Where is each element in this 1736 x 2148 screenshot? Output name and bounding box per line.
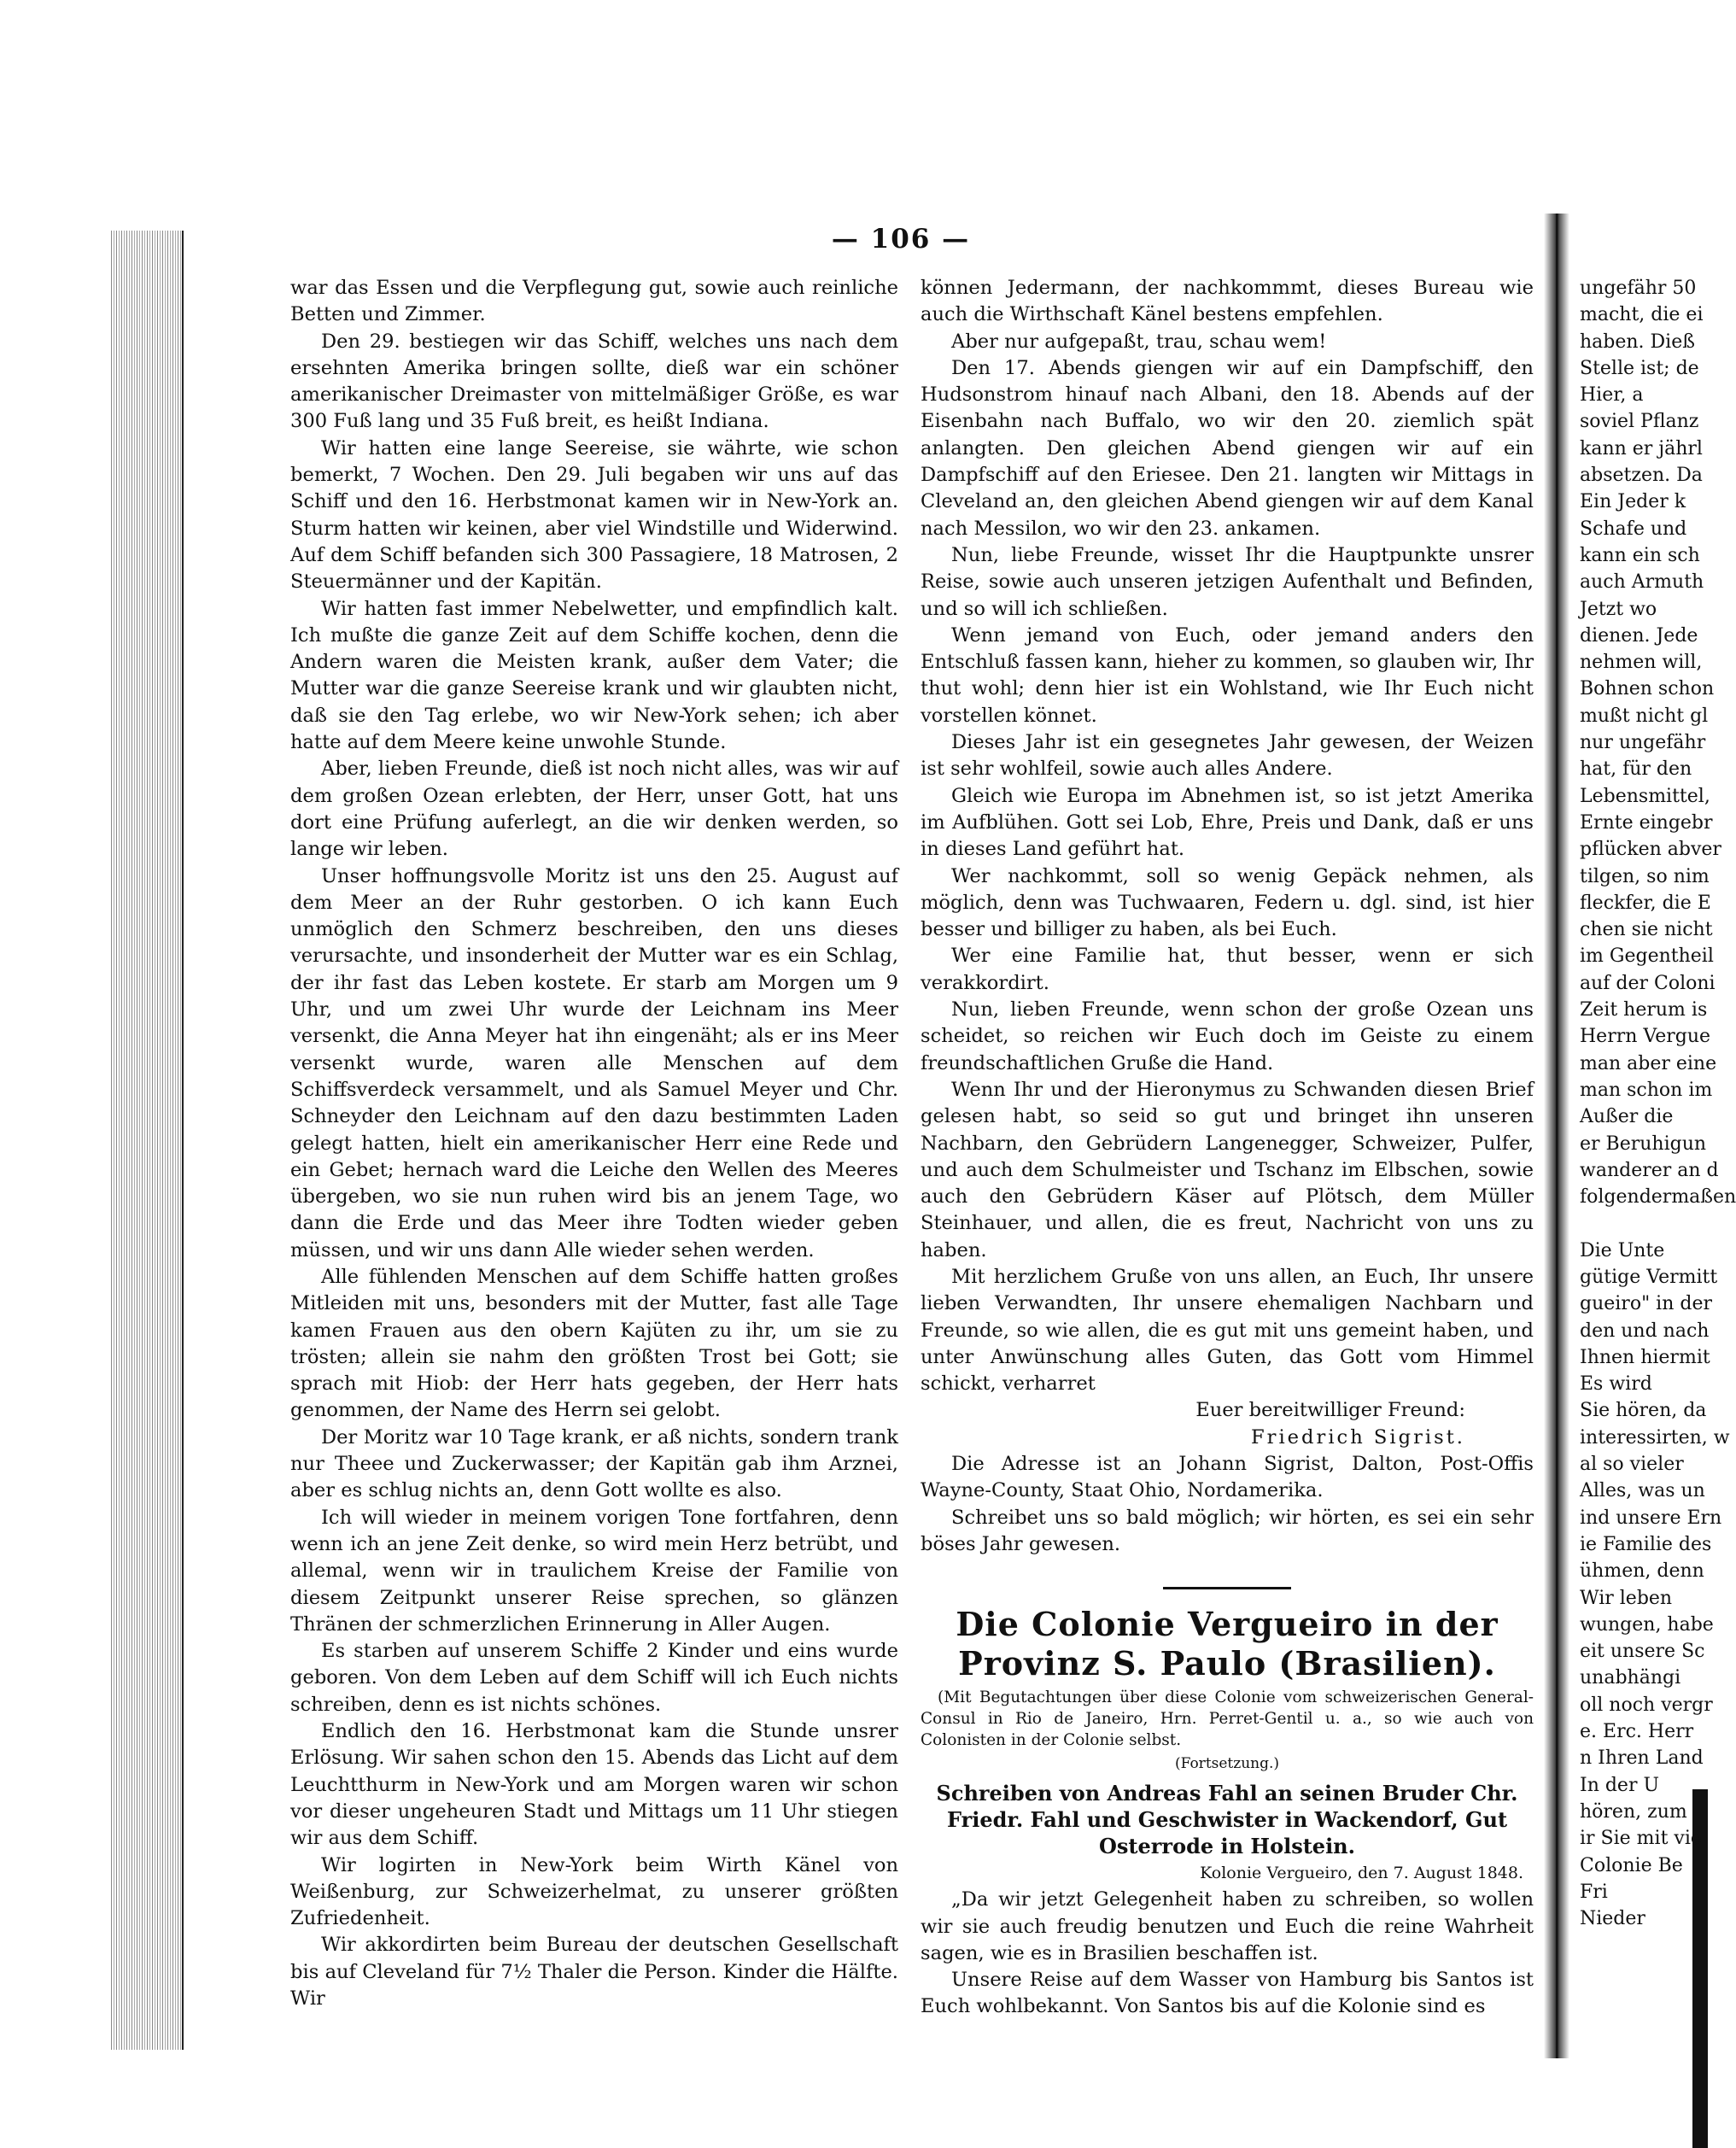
fragment-line: den und nach: [1580, 1320, 1710, 1342]
left-column: [290, 275, 898, 2012]
fragment-line: Außer die: [1580, 1106, 1674, 1128]
paragraph: Aber nur aufgepaßt, trau, schau wem!: [951, 330, 1327, 353]
fragment-line: Fri: [1580, 1881, 1608, 1903]
fragment-line: gueiro" in der: [1580, 1293, 1712, 1315]
fragment-line: nur ungefähr: [1580, 732, 1706, 754]
fragment-line: Lebensmittel,: [1580, 785, 1710, 807]
paragraph: Unser hoffnungsvolle Moritz ist uns den 25. August auf dem Meer an der Ruhr gestorben. O ich kann Euch unmöglich den Schmerz beschreiben, den uns dieses verursachte, und insonderheit der Mutter war es ein Schlag, der ihr fast das Leben kostete. Er starb am Morgen um 9 Uhr, und um zwei Uhr wurde der Leichnam ins Meer versenkt, die Anna Meyer hat ihn eingenäht; als er ins Meer versenkt wurde, waren alle Menschen auf dem Schiffsverdeck versammelt, und als Samuel Meyer und Chr. Schneyder den Leichnam auf den dazu bestimmten Laden gelegt hatten, hielt ein amerikanischer Herr eine Rede und ein Gebet; hernach ward die Leiche den Wellen des Meeres übergeben, wo sie nun ruhen wird bis an jenem Tage, wo dann die Erde und das Meer ihre Todten wieder geben müssen, und wir uns dann Alle wieder sehen werden.: [290, 864, 898, 1261]
paragraph: Den 29. bestiegen wir das Schiff, welches uns nach dem ersehnten Amerika bringen sollte, dieß war ein schöner amerikanischer Dreimaster von mittelmäßiger Größe, es war 300 Fuß lang und 35 Fuß breit, es heißt Indiana.: [290, 330, 898, 433]
fragment-line: Hier, a: [1580, 384, 1644, 407]
paragraph: Wer eine Familie hat, thut besser, wenn er sich verakkordirt.: [921, 945, 1534, 994]
section-title: Die Colonie Vergueiro in der Provinz S. Paulo (Brasilien).: [956, 1605, 1499, 1683]
fragment-line: man aber eine: [1580, 1052, 1717, 1074]
signature: Friedrich Sigrist.: [1250, 1425, 1465, 1449]
fragment-line: pflücken abver: [1580, 839, 1721, 861]
fragment-line: ungefähr 50: [1580, 278, 1697, 299]
book-page-edges: [109, 231, 184, 2050]
middle-column: [921, 275, 1534, 2021]
fragment-line: Schafe und: [1580, 518, 1687, 540]
fragment-line: ie Familie des: [1580, 1533, 1712, 1555]
paragraph: Den 17. Abends giengen wir auf ein Dampfschiff, den Hudsonstrom hinauf nach Albani, den 18. Abends auf der Eisenbahn nach Buffalo, wo wir den 20. ziemlich spät anlangten. Den gleichen Abend giengen wir auf ein Dampfschiff auf den Eriesee. Den 21. langten wir Mittags in Cleveland an, den gleichen Abend giengen wir auf dem Kanal nach Messilon, wo wir den 23. ankamen.: [921, 356, 1534, 540]
paragraph: Wir akkordirten beim Bureau der deutschen Gesellschaft bis auf Cleveland für 7½ Thaler die Person. Kinder die Hälfte. Wir: [290, 1934, 898, 2010]
right-page-fragment: [1580, 275, 1736, 1932]
fragment-line: im Gegentheil: [1580, 945, 1714, 968]
fragment-line: Herrn Vergue: [1580, 1026, 1711, 1048]
paragraph: Nun, liebe Freunde, wisset Ihr die Hauptpunkte unsrer Reise, sowie auch unseren jetzigen Aufenthalt und Befinden, und so will ich schließen.: [921, 543, 1534, 620]
paragraph: Nun, lieben Freunde, wenn schon der große Ozean uns scheidet, so reichen wir Euch doch im Geiste zu einem freundschaftlichen Gruße die Hand.: [921, 998, 1534, 1074]
fragment-line: auch Armuth: [1580, 571, 1704, 594]
continuation-note: (Fortsetzung.): [1174, 1755, 1280, 1773]
fragment-line: macht, die ei: [1580, 304, 1704, 326]
paragraph: Unsere Reise auf dem Wasser von Hamburg bis Santos ist Euch wohlbekannt. Von Santos bis auf die Kolonie sind es: [921, 1969, 1534, 2018]
paragraph: Wir hatten eine lange Seereise, sie währte, wie schon bemerkt, 7 Wochen. Den 29. Juli begaben wir uns auf das Schiff und den 16. Herbstmonat kamen wir in New-York an. Sturm hatten wir keinen, aber viel Windstille und Widerwind. Auf dem Schiff befanden sich 300 Passagiere, 18 Matrosen, 2 Steuermänner und der Kapitän.: [290, 436, 898, 594]
fragment-line: Stelle ist; de: [1580, 357, 1699, 379]
fragment-line: soviel Pflanz: [1580, 411, 1699, 433]
fragment-line: tilgen, so nim: [1580, 865, 1710, 887]
fragment-line: Die Unte: [1580, 1239, 1665, 1261]
fragment-line: hören, zum: [1580, 1800, 1687, 1823]
fragment-line: eit unsere Sc: [1580, 1641, 1705, 1663]
fragment-line: er Beruhigun: [1580, 1133, 1707, 1155]
fragment-line: kann ein sch: [1580, 544, 1700, 566]
fragment-line: unabhängi: [1580, 1667, 1681, 1689]
paragraph: Aber, lieben Freunde, dieß ist noch nicht alles, was wir auf dem großen Ozean erlebten, der Herr, unser Gott, hat uns dort eine Prüfung auferlegt, an die wir denken werden, so lange wir leben.: [290, 758, 898, 861]
paragraph: Wenn jemand von Euch, oder jemand anders den Entschluß fassen kann, hieher zu kommen, so glauben wir, Ihr thut wohl; denn hier ist ein Wohlstand, wie Ihr Euch nicht vorstellen könnet.: [921, 623, 1534, 727]
fragment-line: mußt nicht gl: [1580, 705, 1709, 727]
fragment-line: chen sie nicht: [1580, 919, 1713, 941]
fragment-line: Wir leben: [1580, 1587, 1673, 1609]
page-number: — 106 —: [831, 224, 971, 255]
paragraph: Endlich den 16. Herbstmonat kam die Stunde unsrer Erlösung. Wir sahen schon den 15. Abends das Licht auf dem Leuchtthurm in New-York und am Morgen waren wir schon vor dieser ungeheuren Stadt und Mittags um 11 Uhr stiegen wir aus dem Schiff.: [290, 1720, 898, 1850]
fragment-line: Es wird: [1580, 1373, 1652, 1396]
fragment-line: Sie hören, da: [1580, 1400, 1707, 1422]
paragraph: Der Moritz war 10 Tage krank, er aß nichts, sondern trank nur Theee und Zuckerwasser; der Kapitän gab ihm Arznei, aber es schlug nichts an, denn Gott wollte es also.: [290, 1425, 898, 1502]
fragment-line: n Ihren Land: [1580, 1747, 1704, 1770]
section-divider: [1163, 1587, 1291, 1589]
letter-heading: Schreiben von Andreas Fahl an seinen Bruder Chr. Friedr. Fahl und Geschwister in Wackendorf, Gut Osterrode in Holstein.: [936, 1781, 1518, 1859]
fragment-line: Ihnen hiermit: [1580, 1346, 1710, 1368]
section-subtitle: (Mit Begutachtungen über diese Colonie vom schweizerischen General-Consul in Rio de Janeiro, Hrn. Perret-Gentil u. a., so wie auch von Colonisten in der Colonie selbst.: [921, 1689, 1534, 1750]
fragment-line: folgendermaßen: [1580, 1186, 1736, 1209]
fragment-line: interessirten, w: [1580, 1426, 1730, 1449]
fragment-line: Ernte eingebr: [1580, 811, 1713, 834]
fragment-line: [1580, 1210, 1708, 1237]
book-gutter: [1544, 214, 1569, 2058]
paragraph: Alle fühlenden Menschen auf dem Schiffe hatten großes Mitleiden mit uns, besonders mit der Mutter, fast alle Tage kamen Frauen aus den obern Kajüten zu ihr, um sie zu trösten; allein sie nahm den größten Trost bei Gott; sie sprach mit Hiob: der Herr hats gegeben, der Herr hats genommen, der Name des Herrn sei gelobt.: [290, 1265, 898, 1422]
fragment-line: ühmen, denn: [1580, 1560, 1704, 1583]
fragment-line: auf der Coloni: [1580, 972, 1716, 994]
fragment-line: Colonie Be: [1580, 1854, 1683, 1876]
closing-line: Euer bereitwilliger Freund:: [1195, 1399, 1465, 1422]
fragment-line: dienen. Jede: [1580, 624, 1698, 647]
fragment-line: Zeit herum is: [1580, 999, 1708, 1021]
fragment-line: Ein Jeder k: [1580, 491, 1686, 513]
fragment-line: fleckfer, die E: [1580, 892, 1711, 914]
fragment-line: ind unsere Ern: [1580, 1507, 1722, 1529]
fragment-line: ir Sie mit vie: [1580, 1828, 1702, 1850]
paragraph: können Jedermann, der nachkommmt, dieses Bureau wie auch die Wirthschaft Känel bestens empfehlen.: [921, 277, 1534, 326]
paragraph: Die Adresse ist an Johann Sigrist, Dalton, Post-Offis Wayne-County, Staat Ohio, Nordamerika.: [921, 1453, 1534, 1502]
fragment-line: gütige Vermitt: [1580, 1266, 1718, 1288]
dateline: Kolonie Vergueiro, den 7. August 1848.: [1200, 1864, 1523, 1883]
fragment-line: nehmen will,: [1580, 652, 1703, 674]
fragment-line: wungen, habe: [1580, 1613, 1714, 1636]
fragment-line: Bohnen schon: [1580, 678, 1715, 700]
paragraph: „Da wir jetzt Gelegenheit haben zu schreiben, so wollen wir sie auch freudig benutzen und Euch die reine Wahrheit sagen, wie es in Brasilien beschaffen ist.: [921, 1888, 1534, 1964]
paragraph: Wenn Ihr und der Hieronymus zu Schwanden diesen Brief gelesen habt, so seid so gut und bringet ihn unseren Nachbarn, den Gebrüdern Langenegger, Schweizer, Pulfer, und auch dem Schulmeister und Tschanz im Elbschen, sowie auch den Gebrüdern Käser auf Plötsch, dem Müller Steinhauer, und allen, die es freut, Nachricht von uns zu haben.: [921, 1078, 1534, 1261]
fragment-line: In der U: [1580, 1774, 1660, 1796]
paragraph: Wer nachkommt, soll so wenig Gepäck nehmen, als möglich, denn was Tuchwaaren, Federn u. dgl. sind, ist hier besser und billiger zu haben, als bei Euch.: [921, 864, 1534, 941]
paragraph: Es starben auf unserem Schiffe 2 Kinder und eins wurde geboren. Von dem Leben auf dem Schiff will ich Euch nichts schreiben, denn es ist nichts schönes.: [290, 1640, 898, 1716]
fragment-line: Jetzt wo: [1580, 598, 1657, 620]
paragraph: Ich will wieder in meinem vorigen Tone fortfahren, denn wenn ich an jene Zeit denke, so wird mein Herz betrübt, und allemal, wenn wir in traulichem Kreise der Familie von diesem Zeitpunkt unserer Reise sprechen, so glänzen Thränen der schmerzlichen Erinnerung in Aller Augen.: [290, 1506, 898, 1636]
fragment-line: wanderer an d: [1580, 1159, 1719, 1181]
paragraph: Dieses Jahr ist ein gesegnetes Jahr gewesen, der Weizen ist sehr wohlfeil, sowie auch alles Andere.: [921, 731, 1534, 781]
paragraph: Wir logirten in New-York beim Wirth Känel von Weißenburg, zur Schweizerhelmat, zu unserer größten Zufriedenheit.: [290, 1853, 898, 1930]
fragment-line: Nieder: [1580, 1908, 1645, 1930]
fragment-line: oll noch vergr: [1580, 1694, 1713, 1716]
fragment-line: haben. Dieß: [1580, 331, 1695, 353]
paragraph: Mit herzlichem Gruße von uns allen, an Euch, Ihr unsere lieben Verwandten, Ihr unsere ehemaligen Nachbarn und Freunde, so wie allen, die es gut mit uns gemeint haben, und unter Anwünschung alles Guten, das Gott vom Himmel schickt, verharret: [921, 1265, 1534, 1396]
paragraph: Gleich wie Europa im Abnehmen ist, so ist jetzt Amerika im Aufblühen. Gott sei Lob, Ehre, Preis und Dank, daß er uns in dieses Land geführt hat.: [921, 784, 1534, 861]
paragraph: Schreibet uns so bald möglich; wir hörten, es sei ein sehr böses Jahr gewesen.: [921, 1506, 1534, 1555]
fragment-line: al so vieler: [1580, 1454, 1684, 1476]
fragment-line: Alles, was un: [1580, 1480, 1705, 1502]
paragraph: Wir hatten fast immer Nebelwetter, und empfindlich kalt. Ich mußte die ganze Zeit auf dem Schiffe kochen, denn die Andern waren die Meisten krank, außer dem Vater; die Mutter war die ganze Seereise krank und wir glaubten nicht, daß sie den Tag erlebe, wo wir New-York sehen; ich aber hatte auf dem Meere keine unwohle Stunde.: [290, 597, 898, 754]
fragment-line: hat, für den: [1580, 758, 1692, 781]
fragment-line: e. Erc. Herr: [1580, 1721, 1694, 1743]
fragment-line: absetzen. Da: [1580, 465, 1703, 487]
fragment-line: kann er jährl: [1580, 437, 1703, 459]
fragment-line: man schon im: [1580, 1079, 1713, 1101]
paragraph: war das Essen und die Verpflegung gut, sowie auch reinliche Betten und Zimmer.: [290, 277, 898, 326]
